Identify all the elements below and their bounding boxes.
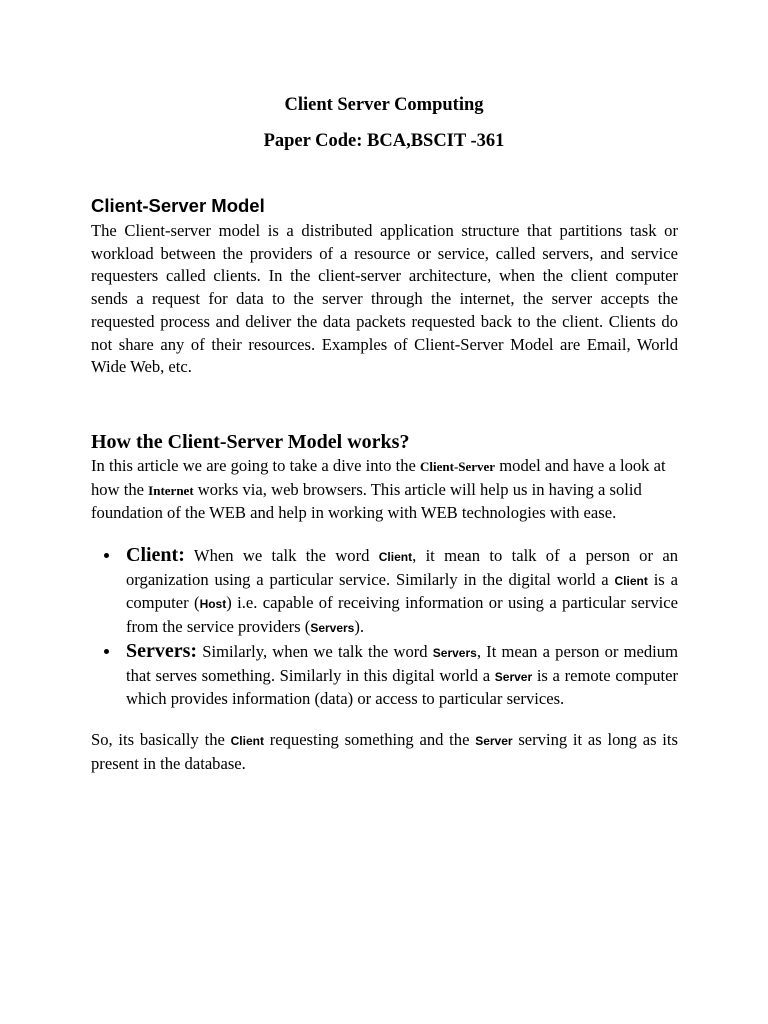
closing-text: So, its basically the <box>91 730 231 749</box>
keyword-internet: Internet <box>148 482 194 498</box>
definition-text: is a computer ( <box>126 569 678 613</box>
section-heading-client-server-model: Client-Server Model <box>91 195 265 216</box>
closing-text: requesting something and the <box>263 730 476 749</box>
intro-text: works via, web browsers. This article will help us in having a solid foundation of the WEB and help in working with WEB technologies with ease. <box>91 479 642 523</box>
definition-text: , it mean to talk of a person or an organization using a particular service. Similarly in the digital world a <box>126 546 678 589</box>
keyword-client: Client <box>378 550 413 564</box>
term-servers: Servers: <box>126 639 198 662</box>
definition-text: Similarly, when we talk the word <box>197 641 433 661</box>
keyword-servers: Servers <box>432 645 477 660</box>
keyword-client-server: Client-Server <box>420 459 496 474</box>
keyword-client: Client <box>230 734 264 748</box>
definition-text: is a remote computer which provides information (data) or access to particular services. <box>126 665 678 709</box>
intro-text: In this article we are going to take a dive into the <box>91 456 420 475</box>
paper-code: Paper Code: BCA,BSCIT -361 <box>263 131 505 151</box>
definition-text: , It mean a person or medium that serves something. Similarly in this digital world a <box>126 641 678 685</box>
keyword-server: Server <box>475 734 513 748</box>
list-item-client <box>91 544 678 640</box>
bullet-icon <box>104 649 109 654</box>
document-title: Client Server Computing <box>284 95 484 115</box>
keyword-client: Client <box>614 573 648 588</box>
keyword-host: Host <box>199 597 227 612</box>
section-heading-how-it-works: How the Client-Server Model works? <box>91 431 410 453</box>
section-intro-paragraph <box>91 455 678 525</box>
bullet-icon <box>104 553 109 558</box>
section-body-client-server-model: The Client-server model is a distributed application structure that partitions task or workload between the providers of a resource or service, called servers, and service requesters called clients. In the client-server architecture, when the client computer sends a request for data to the server through the internet, the server accepts the requested process and deliver the data packets requested back to the client. Clients do not share any of their resources. Examples of Client-Server Model are Email, World Wide Web, etc. <box>91 221 678 377</box>
definition-text: ) i.e. capable of receiving information or using a particular service from the service providers ( <box>126 593 678 637</box>
closing-paragraph <box>91 729 678 775</box>
definition-text: ). <box>354 617 365 637</box>
definition-text: When we talk the word <box>184 546 379 565</box>
keyword-servers: Servers <box>310 621 355 636</box>
term-client: Client: <box>126 544 185 566</box>
closing-text: serving it as long as its present in the database. <box>91 730 678 773</box>
definition-list <box>91 544 678 711</box>
keyword-server: Server <box>494 669 533 684</box>
list-item-servers <box>91 640 678 711</box>
intro-text: model and have a look at how the <box>91 456 666 499</box>
